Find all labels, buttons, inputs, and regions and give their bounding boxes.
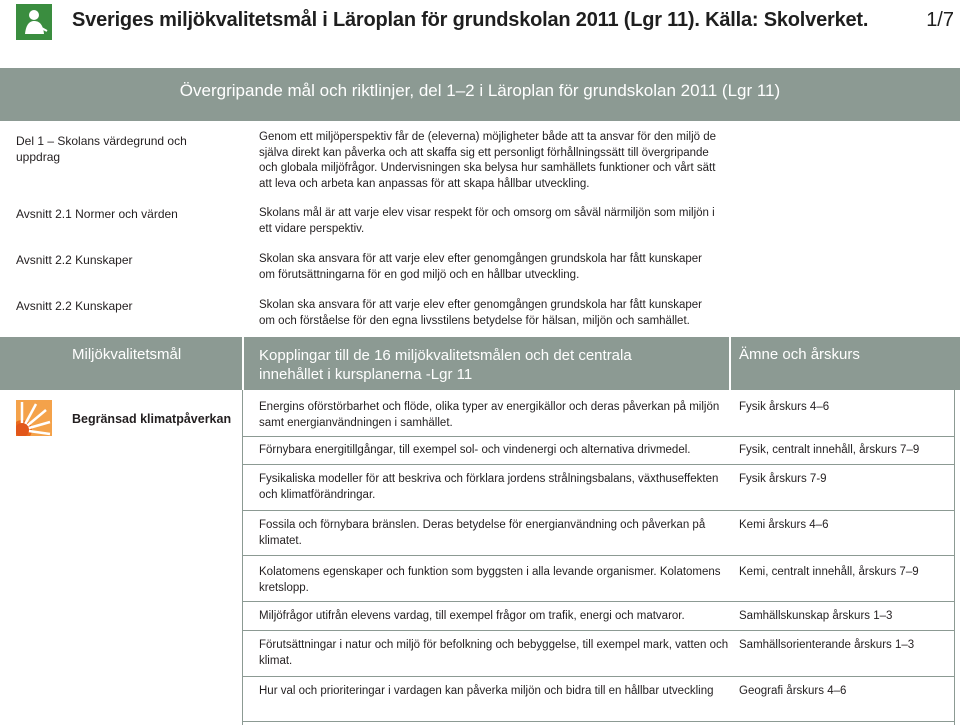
section-label: Avsnitt 2.2 Kunskaper xyxy=(16,299,133,313)
column-divider xyxy=(242,337,244,390)
band-title: Övergripande mål och riktlinjer, del 1–2 i Läroplan för grundskolan 2011 (Lgr 11) xyxy=(179,81,781,100)
column-header-goal: Miljökvalitetsmål xyxy=(72,346,182,363)
row-divider xyxy=(242,721,955,722)
table-row-text: Fossila och förnybara bränslen. Deras betydelse för energianvändning och påverkan på klimatet. xyxy=(259,519,706,547)
table-row-text: Förnybara energitillgångar, till exempel sol- och vindenergi och alternativa drivmedel. xyxy=(259,444,691,456)
row-divider xyxy=(242,464,955,465)
table-row-subject: Kemi årskurs 4–6 xyxy=(739,519,829,531)
row-divider xyxy=(242,510,955,511)
table-header xyxy=(0,337,960,390)
column-header-subject: Ämne och årskurs xyxy=(739,346,860,363)
table-row-text: Miljöfrågor utifrån elevens vardag, till exempel frågor om trafik, energi och matvaror. xyxy=(259,610,685,622)
table-row-subject: Geografi årskurs 4–6 xyxy=(739,685,847,697)
section-label: Avsnitt 2.2 Kunskaper xyxy=(16,253,133,267)
goal-label: Begränsad klimatpåverkan xyxy=(72,412,232,426)
logo-icon xyxy=(16,4,52,40)
row-divider xyxy=(242,436,955,437)
table-row-text: Energins oförstörbarhet och flöde, olika typer av energikällor och deras påverkan på miljön samt energianvändningen i samhället. xyxy=(259,401,720,429)
column-divider xyxy=(729,337,731,390)
row-divider xyxy=(242,676,955,677)
column-divider xyxy=(242,390,243,725)
table-row-subject: Samhällskunskap årskurs 1–3 xyxy=(739,610,893,622)
section-text: Genom ett miljöperspektiv får de (eleverna) möjligheter både att ta ansvar för den miljö de själva direkt kan påverka och att skaffa sig ett personligt förhållningssätt till övergripande och globala miljöfrågor. Undervisningen ska belysa hur samhällets funktioner och vårt sätt att leva och arbeta kan anpassas för att skapa hållbar utveckling. xyxy=(259,131,717,190)
row-divider xyxy=(242,601,955,602)
table-row-text: Fysikaliska modeller för att beskriva och förklara jordens strålningsbalans, växthuseffekten och klimatförändringar. xyxy=(259,473,719,501)
table-row-text: Förutsättningar i natur och miljö för befolkning och bebyggelse, till exempel mark, vatten och klimat. xyxy=(259,639,729,667)
table-row-subject: Fysik, centralt innehåll, årskurs 7–9 xyxy=(739,444,920,456)
section-text: Skolan ska ansvara för att varje elev efter genomgången grundskola har fått kunskaper om förutsättningarna för en god miljö och en hållbar utveckling. xyxy=(259,253,703,281)
table-row-subject: Fysik årskurs 4–6 xyxy=(739,401,830,413)
row-divider xyxy=(242,555,955,556)
section-text: Skolans mål är att varje elev visar respekt för och omsorg om såväl närmiljön som miljön i ett vidare perspektiv. xyxy=(259,207,715,235)
table-row-text: Hur val och prioriteringar i vardagen kan påverka miljön och bidra till en hållbar utveckling xyxy=(259,685,714,697)
sun-icon xyxy=(16,400,52,436)
row-divider xyxy=(242,630,955,631)
section-label: Del 1 – Skolans värdegrund och uppdrag xyxy=(16,134,187,164)
document-title: Sveriges miljökvalitetsmål i Läroplan för grundskolan 2011 (Lgr 11). Källa: Skolverket. xyxy=(72,9,869,31)
section-band xyxy=(0,68,960,121)
table-row-subject: Fysik årskurs 7-9 xyxy=(739,473,827,485)
column-divider xyxy=(954,390,955,725)
table-row-subject: Samhällsorienterande årskurs 1–3 xyxy=(739,639,915,651)
page-number: 1/7 xyxy=(926,9,954,31)
table-row-subject: Kemi, centralt innehåll, årskurs 7–9 xyxy=(739,566,919,578)
column-header-links: Kopplingar till de 16 miljökvalitetsmålen och det centrala innehållet i kursplanerna -Lgr 11 xyxy=(259,347,632,383)
section-text: Skolan ska ansvara för att varje elev efter genomgången grundskola har fått kunskaper om och förståelse för den egna livsstilens betydelse för hälsan, miljön och samhället. xyxy=(259,299,703,327)
table-row-text: Kolatomens egenskaper och funktion som byggsten i alla levande organismer. Kolatomens kretslopp. xyxy=(259,566,721,594)
section-label: Avsnitt 2.1 Normer och värden xyxy=(16,207,178,221)
